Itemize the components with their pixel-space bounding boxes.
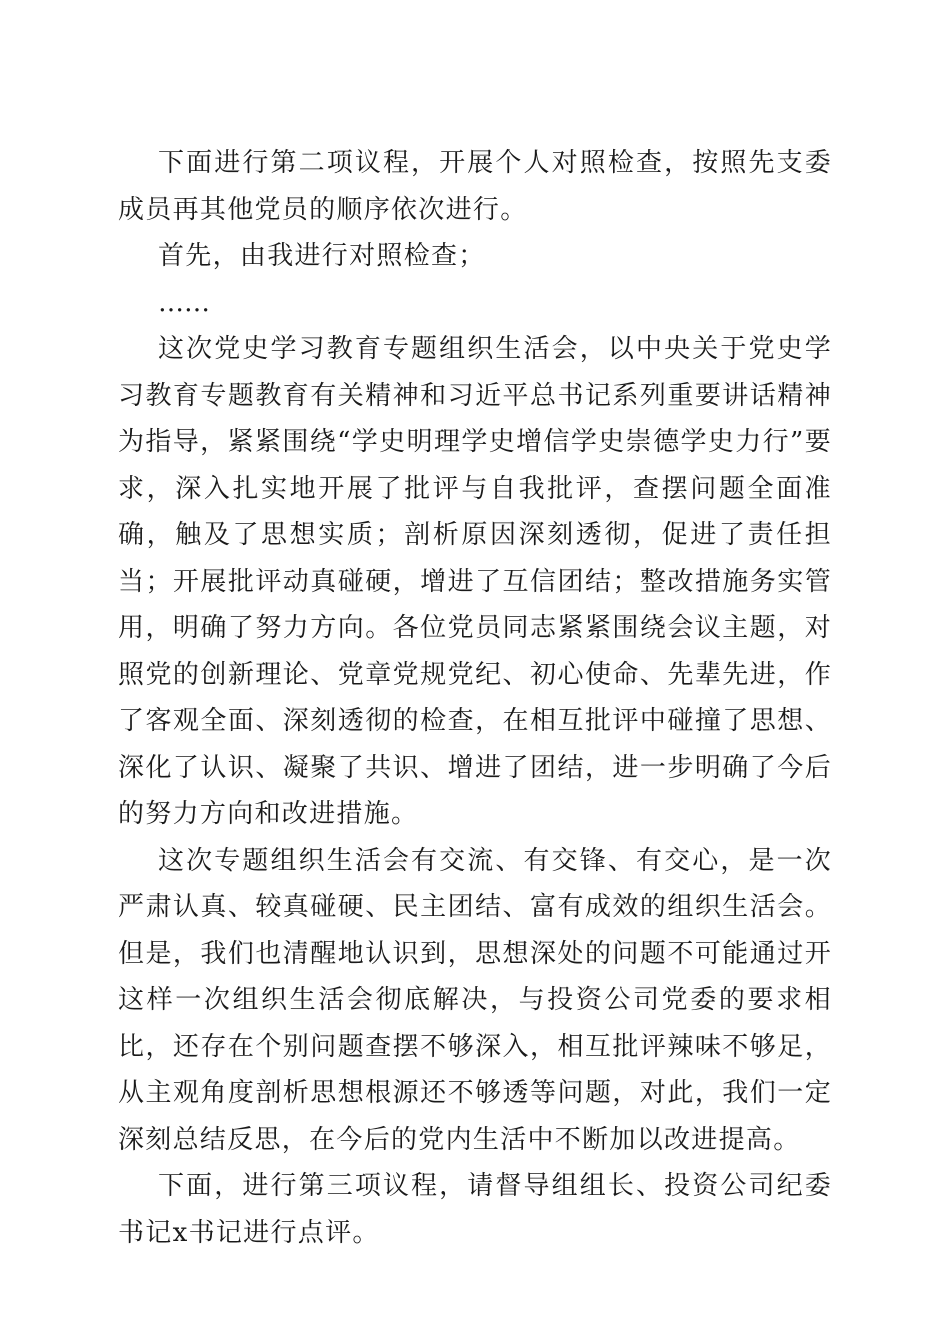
paragraph-meeting-summary: 这次党史学习教育专题组织生活会，以中央关于党史学习教育专题教育有关精神和习近平总书记系列重要讲话精神为指导，紧紧围绕“学史明理学史增信学史崇德学史力行”要求，深入扎实地开展了批评与自我批评，查摆问题全面准确，触及了思想实质；剖析原因深刻透彻，促进了责任担当；开展批评动真碰硬，增进了互信团结；整改措施务实管用，明确了努力方向。各位党员同志紧紧围绕会议主题，对照党的创新理论、党章党规党纪、初心使命、先辈先进，作了客观全面、深刻透彻的检查，在相互批评中碰撞了思想、深化了认识、凝聚了共识、增进了团结，进一步明确了今后的努力方向和改进措施。 <box>118 334 832 829</box>
paragraph-ellipsis: …… <box>158 287 210 318</box>
paragraph-second-agenda-item: 下面进行第二项议程，开展个人对照检查，按照先支委成员再其他党员的顺序依次进行。 <box>118 148 832 225</box>
paragraph-reflection: 这次专题组织生活会有交流、有交锋、有交心，是一次严肃认真、较真碰硬、民主团结、富有成效的组织生活会。但是，我们也清醒地认识到，思想深处的问题不可能通过开这样一次组织生活会彻底解决，与投资公司党委的要求相比，还存在个别问题查摆不够深入，相互批评辣味不够足，从主观角度剖析思想根源还不够透等问题，对此，我们一定深刻总结反思，在今后的党内生活中不断加以改进提高。 <box>118 845 832 1155</box>
document-page <box>118 140 832 1256</box>
paragraph-self-examination: 首先，由我进行对照检查； <box>158 241 486 271</box>
paragraph-third-agenda-item: 下面，进行第三项议程，请督导组组长、投资公司纪委书记x书记进行点评。 <box>118 1171 832 1248</box>
